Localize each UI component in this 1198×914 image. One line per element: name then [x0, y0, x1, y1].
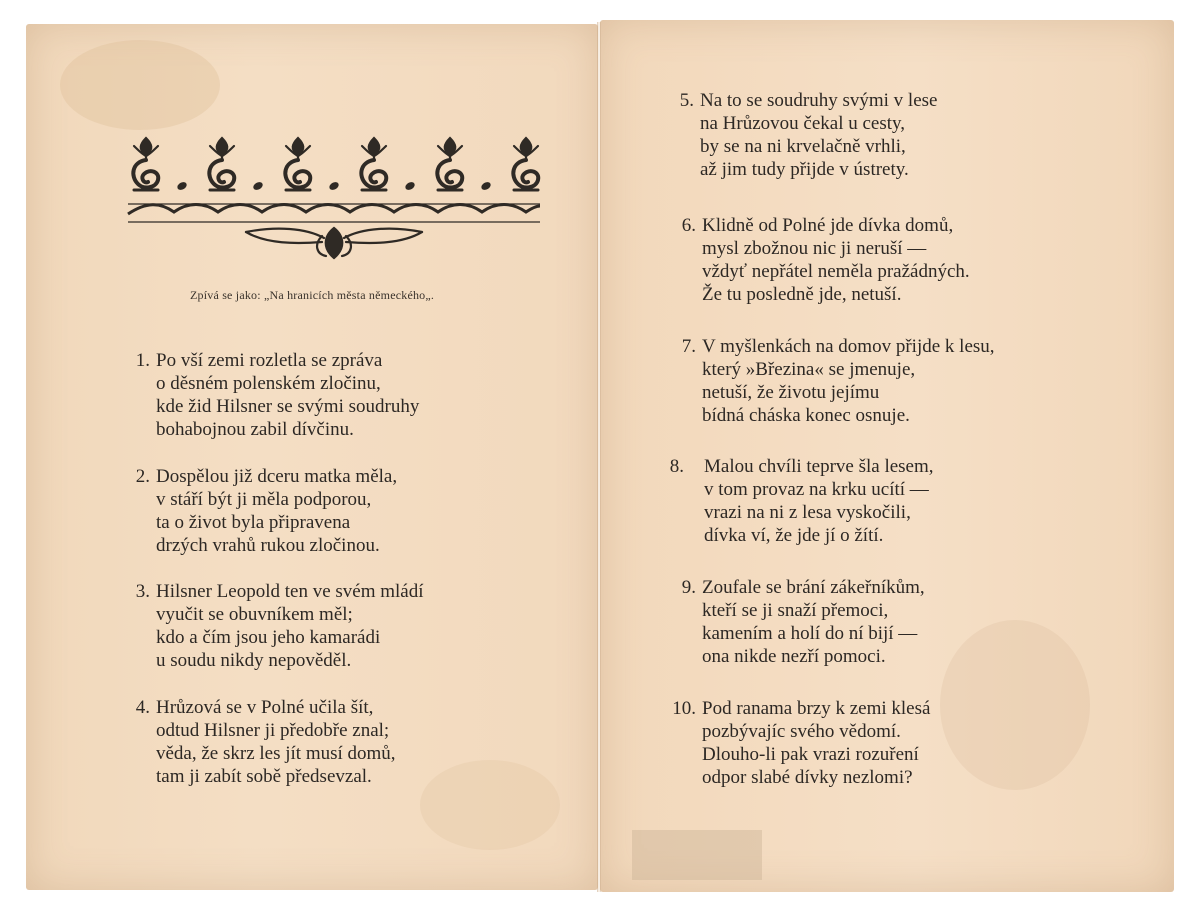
- stanza-line: Po vší zemi rozletla se zpráva: [156, 350, 383, 371]
- faded-stamp: [632, 830, 762, 880]
- stanza-number: 6.: [681, 215, 696, 236]
- stanza-line: bídná cháska konec osnuje.: [702, 405, 910, 426]
- stanza-line: věda, že skrz les jít musí domů,: [156, 743, 396, 764]
- stanza-number: 7.: [681, 336, 696, 357]
- stanza-number: 10.: [672, 698, 696, 719]
- stanza-number: 5.: [679, 90, 694, 111]
- stanza-line: kde žid Hilsner se svými soudruhy: [156, 396, 420, 417]
- stanza-line: pozbývajíc svého vědomí.: [702, 721, 901, 742]
- stanza-line: drzých vrahů rukou zločinou.: [156, 535, 380, 556]
- melody-note: Zpívá se jako: „Na hranicích města německého„.: [190, 288, 435, 302]
- stanza-line: kdo a čím jsou jeho kamarádi: [156, 627, 381, 648]
- stanza-line: odtud Hilsner ji předobře znal;: [156, 720, 390, 741]
- stanza-line: Hrůzová se v Polné učila šít,: [156, 697, 374, 718]
- stanza-line: V myšlenkách na domov přijde k lesu,: [702, 336, 995, 357]
- stanza-line: vrazi na ni z lesa vyskočili,: [704, 502, 911, 523]
- stanza-line: kteří se ji snaží přemoci,: [702, 600, 889, 621]
- stanza-line: Na to se soudruhy svými v lese: [700, 90, 938, 111]
- stanza-line: Že tu posledně jde, netuší.: [702, 284, 902, 305]
- stanza-line: až jim tudy přijde v ústrety.: [700, 159, 909, 180]
- stanza-line: vyučit se obuvníkem měl;: [156, 604, 353, 625]
- stanza-line: bohabojnou zabil dívčinu.: [156, 419, 354, 440]
- stanza-line: netuší, že životu jejímu: [702, 382, 880, 403]
- stanza-line: na Hrůzovou čekal u cesty,: [700, 113, 906, 134]
- stanza-line: v stáří být ji měla podporou,: [156, 489, 372, 510]
- stanza-number: 1.: [135, 350, 150, 371]
- stanza-line: odpor slabé dívky nezlomi?: [702, 767, 913, 788]
- stanza-line: Dlouho-li pak vrazi rozuření: [702, 744, 919, 765]
- stanza-line: ta o život byla připravena: [156, 512, 351, 533]
- stanza-number: 3.: [135, 581, 150, 602]
- stanza-line: který »Březina« se jmenuje,: [702, 359, 916, 380]
- stanza-line: Hilsner Leopold ten ve svém mládí: [156, 581, 424, 602]
- stanza-line: o děsném polenském zločinu,: [156, 373, 381, 394]
- stanza-line: tam ji zabít sobě předsevzal.: [156, 766, 372, 787]
- stanza-line: dívka ví, že jde jí o žítí.: [704, 525, 884, 546]
- stanza-line: Malou chvíli teprve šla lesem,: [704, 456, 934, 477]
- stanza-line: u soudu nikdy nepověděl.: [156, 650, 352, 671]
- stanza-number: 4.: [135, 697, 150, 718]
- stanza-line: ona nikde nezří pomoci.: [702, 646, 886, 667]
- stanza-line: kamením a holí do ní bijí —: [702, 623, 918, 644]
- stanza-line: Zoufale se brání zákeřníkům,: [702, 577, 925, 598]
- floral-header-ornament: [126, 132, 542, 262]
- stanza-line: Klidně od Polné jde dívka domů,: [702, 215, 954, 236]
- stanza-line: by se na ni krvelačně vrhli,: [700, 136, 906, 157]
- stanza-line: v tom provaz na krku ucítí —: [704, 479, 929, 500]
- page-fold: [597, 22, 601, 892]
- stanza-number: 9.: [681, 577, 696, 598]
- stanza-line: vždyť nepřátel neměla pražádných.: [702, 261, 970, 282]
- stanza-number: 8.: [669, 456, 684, 477]
- stanza-line: Dospělou již dceru matka měla,: [156, 466, 398, 487]
- stanza-line: mysl zbožnou nic ji neruší —: [702, 238, 927, 259]
- stanza-line: Pod ranama brzy k zemi klesá: [702, 698, 931, 719]
- stanza-number: 2.: [135, 466, 150, 487]
